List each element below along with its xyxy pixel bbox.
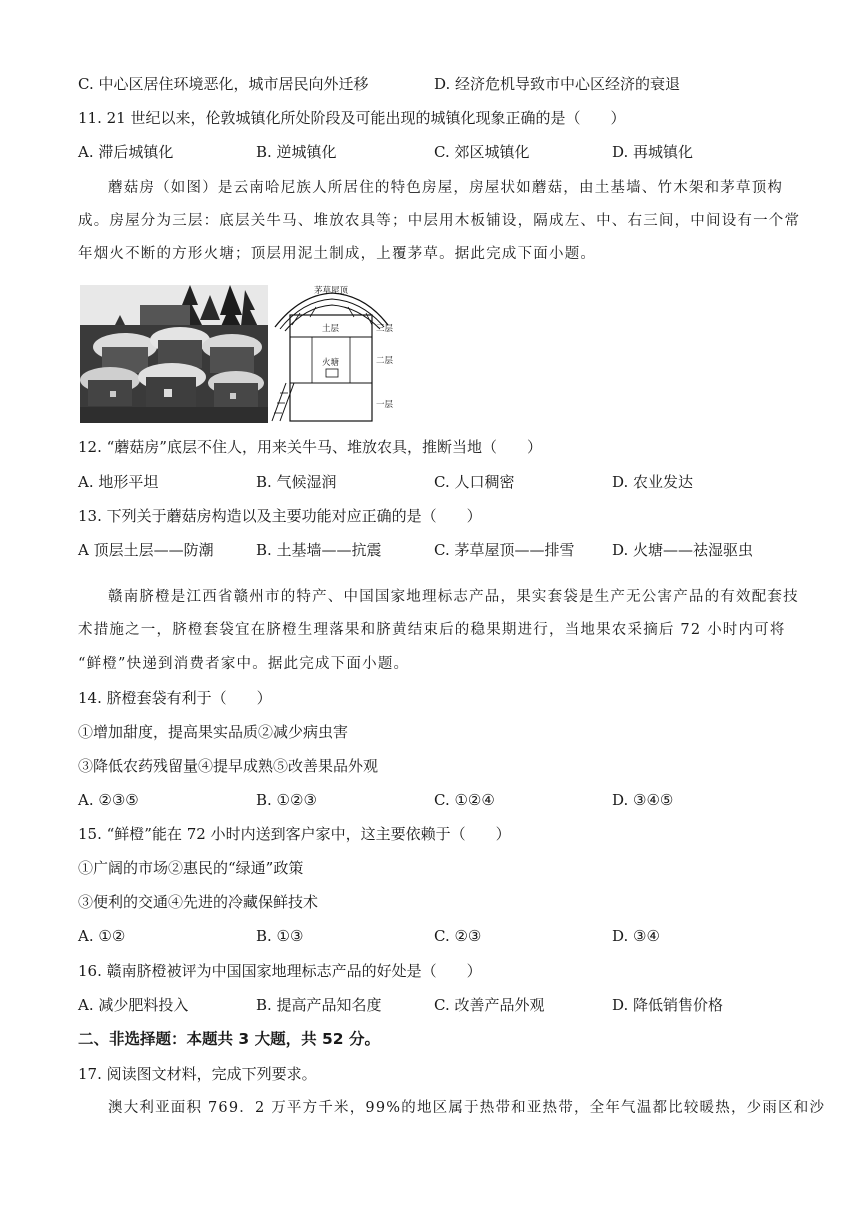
q11-stem: 11. 21 世纪以来，伦敦城镇化所处阶段及可能出现的城镇化现象正确的是（ ） xyxy=(78,109,626,127)
q13-option-a: A 顶层土层——防潮 xyxy=(78,541,214,559)
q13-option-d: D. 火塘——祛湿驱虫 xyxy=(612,541,754,559)
q12-option-a: A. 地形平坦 xyxy=(78,473,159,491)
mushroom-house-diagram xyxy=(270,285,400,423)
q12-option-d: D. 农业发达 xyxy=(612,473,694,491)
mushroom-house-photo xyxy=(80,285,268,423)
label-floor2: 二层 xyxy=(376,356,394,366)
q15-option-a: A. ①② xyxy=(78,927,126,945)
q16-option-d: D. 降低销售价格 xyxy=(612,996,724,1014)
label-fire-pit: 火塘 xyxy=(322,358,340,368)
q15-option-c: C. ②③ xyxy=(434,927,482,945)
q14-item1: ①增加甜度，提高果实品质②减少病虫害 xyxy=(78,723,349,741)
q14-option-d: D. ③④⑤ xyxy=(612,791,674,809)
material1-line3: 年烟火不断的方形火塘；顶层用泥土制成，上覆茅草。据此完成下面小题。 xyxy=(78,246,597,262)
q10-option-d: D. 经济危机导致市中心区经济的衰退 xyxy=(434,75,681,93)
label-floor3: 三层 xyxy=(376,324,394,334)
q12-stem: 12. “蘑菇房”底层不住人，用来关牛马、堆放农具，推断当地（ ） xyxy=(78,438,542,456)
q14-option-a: A. ②③⑤ xyxy=(78,791,139,809)
q14-option-c: C. ①②④ xyxy=(434,791,495,809)
q11-option-d: D. 再城镇化 xyxy=(612,143,694,161)
q15-option-b: B. ①③ xyxy=(256,927,304,945)
q15-item2: ③便利的交通④先进的冷藏保鲜技术 xyxy=(78,893,319,911)
material2-line2: 术措施之一，脐橙套袋宜在脐橙生理落果和脐黄结束后的稳果期进行，当地果农采摘后 72 小时内可将 xyxy=(78,622,786,638)
label-soil: 土层 xyxy=(322,324,340,334)
q15-stem: 15. “鲜橙”能在 72 小时内送到客户家中，这主要依赖于（ ） xyxy=(78,825,511,843)
q17-stem: 17. 阅读图文材料，完成下列要求。 xyxy=(78,1065,317,1083)
q10-option-c: C. 中心区居住环境恶化，城市居民向外迁移 xyxy=(78,75,369,93)
mushroom-house-figure xyxy=(80,285,394,425)
q16-option-b: B. 提高产品知名度 xyxy=(256,996,382,1014)
q14-item2: ③降低农药残留量④提早成熟⑤改善果品外观 xyxy=(78,757,379,775)
label-roof: 茅草屋顶 xyxy=(314,286,349,296)
q15-item1: ①广阔的市场②惠民的“绿通”政策 xyxy=(78,859,304,877)
q12-option-c: C. 人口稠密 xyxy=(434,473,515,491)
q17-material: 澳大利亚面积 769．2 万平方千米，99%的地区属于热带和亚热带，全年气温都比较暖热，少雨区和沙 xyxy=(108,1100,826,1116)
q11-option-a: A. 滞后城镇化 xyxy=(78,143,174,161)
material2-line3: “鲜橙”快递到消费者家中。据此完成下面小题。 xyxy=(78,656,410,672)
q12-option-b: B. 气候湿润 xyxy=(256,473,337,491)
q14-option-b: B. ①②③ xyxy=(256,791,317,809)
q11-option-b: B. 逆城镇化 xyxy=(256,143,337,161)
label-floor1: 一层 xyxy=(376,400,394,410)
q16-option-c: C. 改善产品外观 xyxy=(434,996,545,1014)
q13-option-b: B. 土基墙——抗震 xyxy=(256,541,382,559)
q15-option-d: D. ③④ xyxy=(612,927,660,945)
q11-option-c: C. 郊区城镇化 xyxy=(434,143,530,161)
material1-line2: 成。房屋分为三层：底层关牛马、堆放农具等；中层用木板铺设，隔成左、中、右三间，中间设有一个常 xyxy=(78,213,801,229)
q14-stem: 14. 脐橙套袋有利于（ ） xyxy=(78,689,272,707)
q13-option-c: C. 茅草屋顶——排雪 xyxy=(434,541,575,559)
material2-line1: 赣南脐橙是江西省赣州市的特产、中国国家地理标志产品，果实套袋是生产无公害产品的有效配套技 xyxy=(108,589,799,605)
q16-stem: 16. 赣南脐橙被评为中国国家地理标志产品的好处是（ ） xyxy=(78,962,482,980)
q13-stem: 13. 下列关于蘑菇房构造以及主要功能对应正确的是（ ） xyxy=(78,507,482,525)
section2-heading: 二、非选择题：本题共 3 大题，共 52 分。 xyxy=(78,1030,380,1048)
q16-option-a: A. 减少肥料投入 xyxy=(78,996,189,1014)
material1-line1: 蘑菇房（如图）是云南哈尼族人所居住的特色房屋，房屋状如蘑菇，由土基墙、竹木架和茅草顶构 xyxy=(108,180,784,196)
